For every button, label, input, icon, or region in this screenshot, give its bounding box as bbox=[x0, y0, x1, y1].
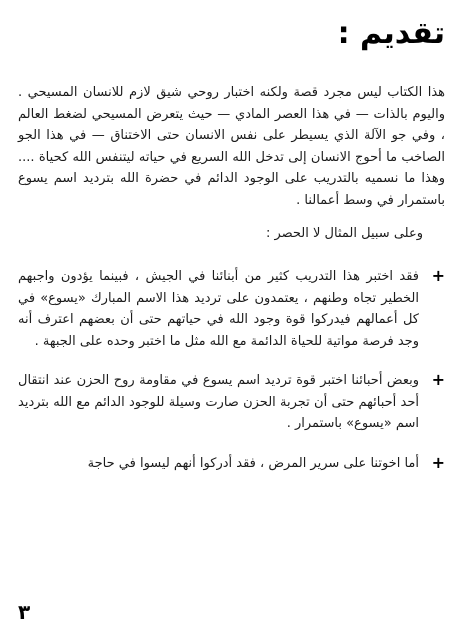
bullet-plus-icon: + bbox=[431, 266, 445, 285]
list-item-text: وبعض أحبائنا اختبر قوة ترديد اسم يسوع في مقاومة روح الحزن عند انتقال أحد أحبائهم حتى أن تجربة الحزن صارت وسيلة للوجود الدائم مع الله بترديد اسم «يسوع» باستمرار . bbox=[18, 373, 419, 431]
list-item bbox=[18, 266, 445, 352]
list-item bbox=[18, 370, 445, 435]
intro-paragraph: هذا الكتاب ليس مجرد قصة ولكنه اختبار روحي شيق لازم للانسان المسيحي . واليوم بالذات — في هذا العصر المادي — حيث يتعرض المسيحي لضغط العالم ، وفي جو الآلة الذي يسيطر على نفس الانسان حتى الاختناق — في هذا الجو الصاخب ما أحوج الانسان إلى تدخل الله السريع في حياته ليتنفس الله كحياة .... وهذا ما نسميه بالتدريب على الوجود الدائم في حضرة الله بترديد اسم يسوع باستمرار في وسط أعمالنا . bbox=[18, 85, 445, 208]
bullet-plus-icon: + bbox=[431, 452, 445, 472]
list-item-text: أما اخوتنا على سرير المرض ، فقد أدركوا أنهم ليسوا في حاجة bbox=[87, 455, 419, 471]
list-item-text: فقد اختبر هذا التدريب كثير من أبنائنا في الجيش ، فبينما يؤدون واجبهم الخطير تجاه وطنهم ، يعتمدون على ترديد هذا الاسم المبارك «يسوع» في كل أعمالهم فيدركوا قوة وجود الله في حياتهم حتى أن بعضهم اعترف أنه وجد فرصة مواتية للحياة الدائمة مع الله مثل ما اختبر وحده على الجبهة . bbox=[18, 269, 419, 349]
list-item bbox=[18, 453, 445, 475]
examples-subtitle: وعلى سبيل المثال لا الحصر : bbox=[265, 226, 423, 241]
page-number: ٣ bbox=[18, 600, 31, 624]
bullet-plus-icon: + bbox=[431, 370, 445, 389]
page-heading: تقديم : bbox=[337, 16, 445, 51]
